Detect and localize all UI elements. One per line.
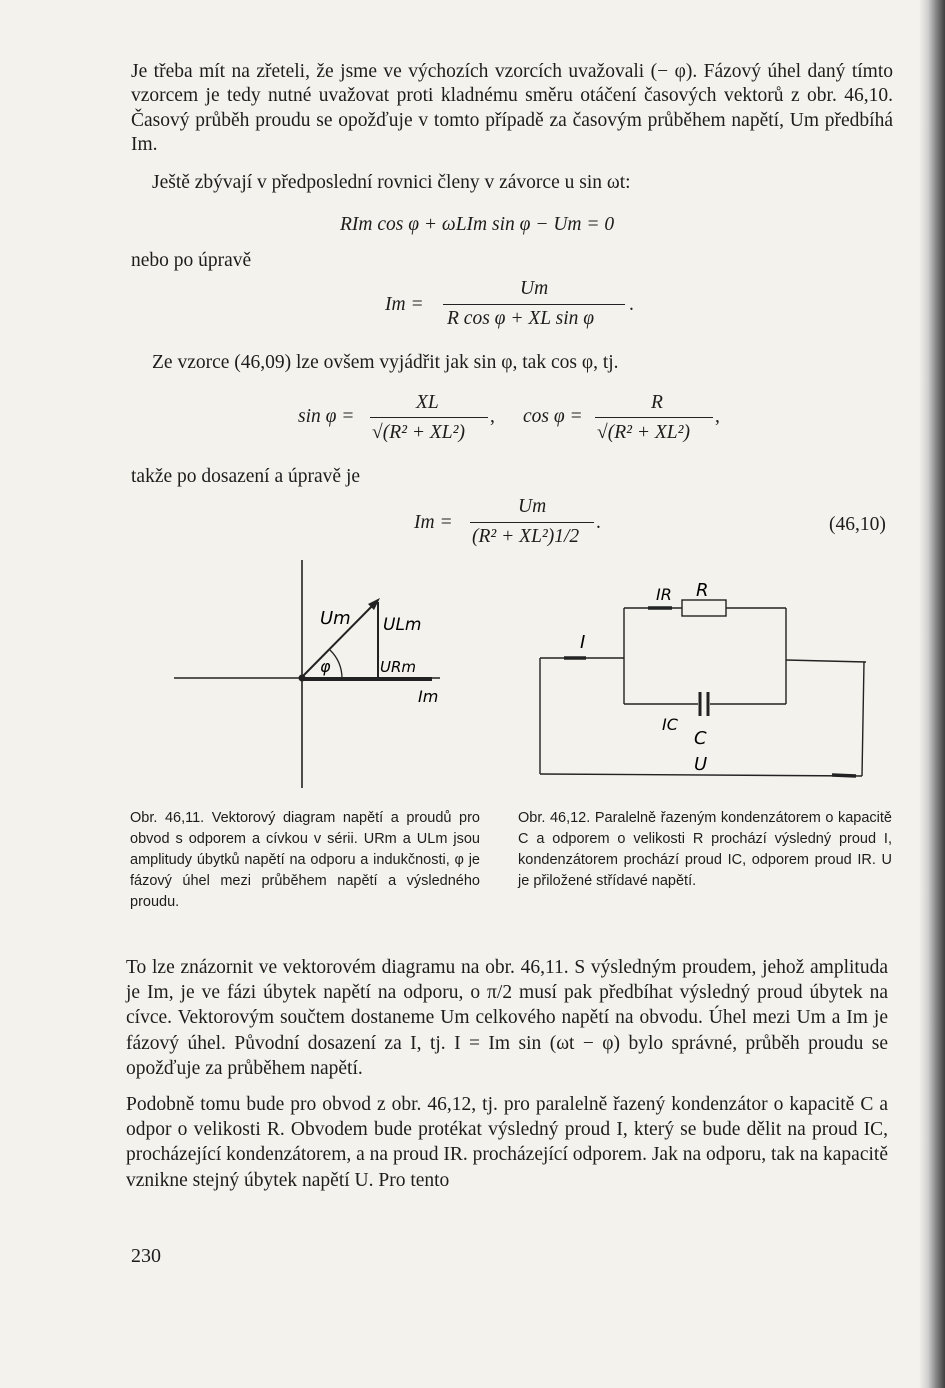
label-ir: IR: [656, 585, 672, 604]
equation-4: [414, 498, 614, 558]
equation-2-numerator: Um: [520, 278, 549, 299]
label-ulm: ULm: [383, 615, 422, 635]
label-im: Im: [418, 687, 439, 706]
wire-main-right: [786, 660, 866, 662]
phi-arc: [330, 650, 342, 678]
equation-3b: [523, 392, 733, 456]
equation-1-text: RIm cos φ + ωLIm sin φ − Um = 0: [340, 214, 615, 235]
equation-4-numerator: Um: [518, 496, 547, 517]
fraction-bar: [595, 417, 713, 418]
label-i: I: [580, 632, 586, 653]
equation-3a-numerator: XL: [416, 392, 439, 413]
equation-2-denominator: R cos φ + XL sin φ: [447, 308, 595, 329]
line-remaining: Ještě zbývají v předposlední rovnici členy v závorce u sin ωt:: [152, 172, 631, 193]
resistor-r: [682, 600, 726, 616]
equation-3b-denominator: √(R² + XL²): [597, 422, 690, 443]
caption-46-11-text: Obr. 46,11. Vektorový diagram napětí a proudů pro obvod s odporem a cívkou v sérii. URm a ULm jsou amplitudy úbytků napětí na odporu a indukčnosti, φ je fázový úhel mezi průběhem napětí a výsledného proudu.: [130, 810, 480, 910]
book-spine-shadow: [919, 0, 945, 1388]
bottom-paragraph-1-text: To lze znázornit ve vektorovém diagramu na obr. 46,11. S výsledným proudem, jehož amplituda je Im, je ve fázi úbytek napětí na odporu, o π/2 musí pak předbíhat výsledný proud úbytek na cívce. Vektorovým součtem dostaneme Um celkového napětí na obvodu. Úhel mezi Um a Im je fázový úhel. Původní dosazení za I, tj. I = Im sin (ωt − φ) bylo správné, průběh proudu se opožďuje za průběhem napětí.: [126, 957, 888, 1079]
equation-4-lhs: Im =: [414, 512, 453, 533]
voltage-u-arrow: [832, 775, 856, 776]
equation-3a: [298, 392, 508, 456]
equation-1: [340, 214, 614, 236]
label-r: R: [696, 580, 709, 601]
text-after-eq3: takže po dosazení a úpravě je: [131, 466, 361, 487]
equation-3b-numerator: R: [651, 392, 663, 413]
equation-2-period: .: [629, 294, 634, 315]
wire-source-right: [862, 662, 864, 776]
equation-4-number: (46,10): [829, 514, 886, 535]
label-urm: URm: [380, 658, 417, 676]
label-phi: φ: [320, 657, 331, 676]
label-um: Um: [320, 608, 351, 629]
equation-3a-lhs: sin φ =: [298, 406, 355, 427]
fraction-bar: [370, 417, 488, 418]
comma: ,: [490, 406, 495, 427]
equation-3b-lhs: cos φ =: [523, 406, 583, 427]
caption-46-11: [130, 808, 480, 913]
text-after-eq1: nebo po úpravě: [131, 250, 252, 271]
figure-46-12-circuit-diagram: [530, 578, 880, 788]
page-number: 230: [131, 1245, 161, 1267]
fraction-bar: [443, 304, 625, 305]
figure-46-11-vector-diagram: [170, 560, 450, 790]
caption-46-12-text: Obr. 46,12. Paralelně řazeným kondenzátorem o kapacitě C a odporem o velikosti R prochází výsledný proud I, kondenzátorem prochází proud IC, odporem proud IR. U je přiložené střídavé napětí.: [518, 810, 892, 889]
label-u: U: [694, 754, 708, 775]
caption-46-12: [518, 808, 892, 892]
origin-dot: [299, 675, 306, 682]
period: .: [596, 512, 601, 533]
label-c: C: [694, 728, 707, 749]
fraction-bar: [470, 522, 594, 523]
comma: ,: [715, 406, 720, 427]
equation-4-denominator: (R² + XL²)1/2: [472, 526, 580, 547]
bottom-paragraph-2: [126, 1092, 888, 1193]
equation-2: [385, 278, 645, 342]
bottom-paragraph-1: [126, 955, 888, 1081]
top-paragraph: [131, 60, 893, 158]
label-ic: IC: [662, 715, 678, 734]
top-paragraph-text: Je třeba mít na zřeteli, že jsme ve výchozích vzorcích uvažovali (− φ). Fázový úhel daný tímto vzorcem je tedy nutné uvažovat proti kladnému směru otáčení časových vektorů z obr. 46,10. Časový průběh proudu se opožďuje v tomto případě za časovým průběhem napětí, Um předbíhá Im.: [131, 61, 893, 156]
line-formula: Ze vzorce (46,09) lze ovšem vyjádřit jak sin φ, tak cos φ, tj.: [152, 352, 619, 373]
equation-2-lhs: Im =: [385, 294, 424, 315]
equation-3a-denominator: √(R² + XL²): [372, 422, 465, 443]
bottom-paragraph-2-text: Podobně tomu bude pro obvod z obr. 46,12, tj. pro paralelně řazený kondenzátor o kapacitě C a odpor o velikosti R. Obvodem bude protékat výsledný proud I, který se bude dělit na proud IC, procházející kondenzátorem, a na proud IR. procházející odporem. Jak na odporu, tak na kapacitě vznikne stejný úbytek napětí U. Pro tento: [126, 1094, 888, 1191]
